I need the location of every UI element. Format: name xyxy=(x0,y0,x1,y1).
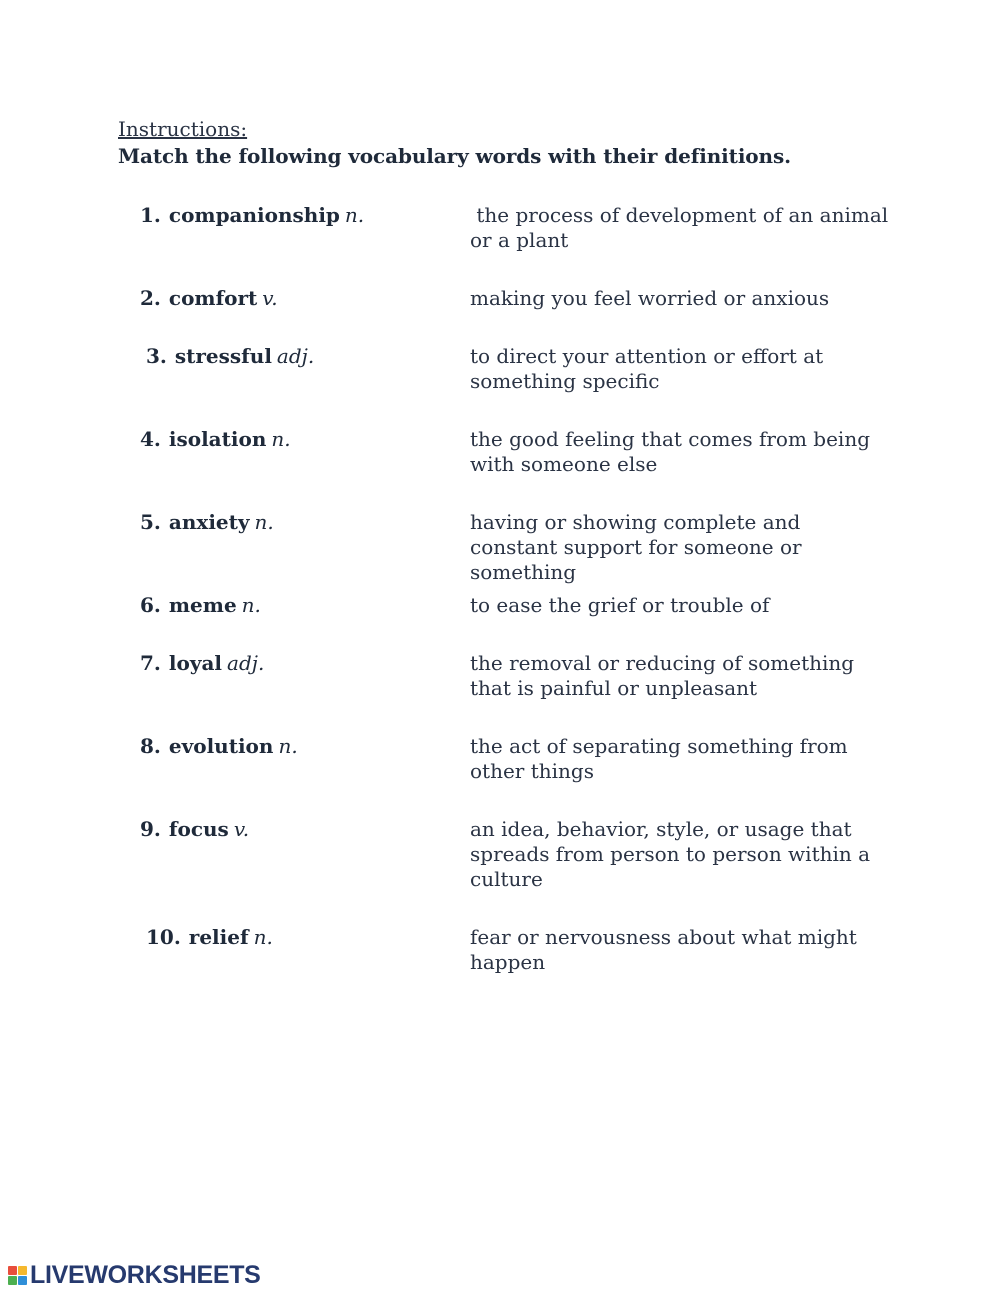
part-of-speech: n. xyxy=(241,593,261,617)
vocab-definition: having or showing complete and constant support for someone or something xyxy=(470,510,808,584)
vocab-term xyxy=(146,925,273,949)
part-of-speech: n. xyxy=(278,734,298,758)
instructions-label: Instructions: xyxy=(118,117,248,141)
vocab-definition: the removal or reducing of something that is painful or unpleasant xyxy=(470,651,861,700)
vocab-term xyxy=(140,203,364,227)
vocab-word: relief xyxy=(188,925,249,949)
vocab-definition: making you feel worried or anxious xyxy=(470,286,830,310)
item-number: 9. xyxy=(140,817,161,841)
item-number: 6. xyxy=(140,593,161,617)
liveworksheets-logo xyxy=(8,1260,261,1290)
part-of-speech: adj. xyxy=(276,344,315,368)
vocab-word: comfort xyxy=(168,286,258,310)
logo-square-4 xyxy=(18,1276,27,1285)
vocab-term xyxy=(140,593,261,617)
logo-square-1 xyxy=(8,1266,17,1275)
item-number: 2. xyxy=(140,286,161,310)
vocab-word: anxiety xyxy=(168,510,250,534)
vocab-term xyxy=(140,510,274,534)
item-number: 7. xyxy=(140,651,161,675)
logo-square-2 xyxy=(18,1266,27,1275)
vocab-term xyxy=(140,427,291,451)
vocab-word: loyal xyxy=(168,651,223,675)
part-of-speech: n. xyxy=(271,427,291,451)
vocab-definition: to direct your attention or effort at something specific xyxy=(470,344,830,393)
vocab-definition: the good feeling that comes from being with someone else xyxy=(470,427,877,476)
vocab-word: meme xyxy=(168,593,237,617)
vocab-term xyxy=(140,817,249,841)
vocab-word: stressful xyxy=(174,344,272,368)
vocab-term xyxy=(140,734,298,758)
part-of-speech: v. xyxy=(233,817,250,841)
vocab-word: focus xyxy=(168,817,229,841)
vocab-word: isolation xyxy=(168,427,267,451)
logo-square-3 xyxy=(8,1276,17,1285)
item-number: 10. xyxy=(146,925,181,949)
part-of-speech: adj. xyxy=(227,651,265,675)
part-of-speech: v. xyxy=(262,286,278,310)
item-number: 3. xyxy=(146,344,167,368)
vocab-definition: the act of separating something from other things xyxy=(470,734,855,783)
vocab-definition: an idea, behavior, style, or usage that spreads from person to person within a culture xyxy=(470,817,877,891)
item-number: 4. xyxy=(140,427,161,451)
vocab-word: evolution xyxy=(168,734,274,758)
part-of-speech: n. xyxy=(254,510,274,534)
instructions-text: Match the following vocabulary words with their definitions. xyxy=(118,144,792,168)
vocab-term xyxy=(140,651,264,675)
item-number: 5. xyxy=(140,510,161,534)
item-number: 1. xyxy=(140,203,161,227)
part-of-speech: n. xyxy=(344,203,365,227)
vocab-term xyxy=(146,344,314,368)
logo-text: LIVEWORKSHEETS xyxy=(30,1260,261,1289)
vocab-definition: the process of development of an animal or a plant xyxy=(470,203,895,252)
vocab-definition: to ease the grief or trouble of xyxy=(470,593,770,617)
item-number: 8. xyxy=(140,734,161,758)
vocab-term xyxy=(140,286,278,310)
vocab-word: companionship xyxy=(168,203,340,227)
logo-icon xyxy=(8,1266,27,1285)
vocab-definition: fear or nervousness about what might happen xyxy=(470,925,864,974)
part-of-speech: n. xyxy=(253,925,273,949)
